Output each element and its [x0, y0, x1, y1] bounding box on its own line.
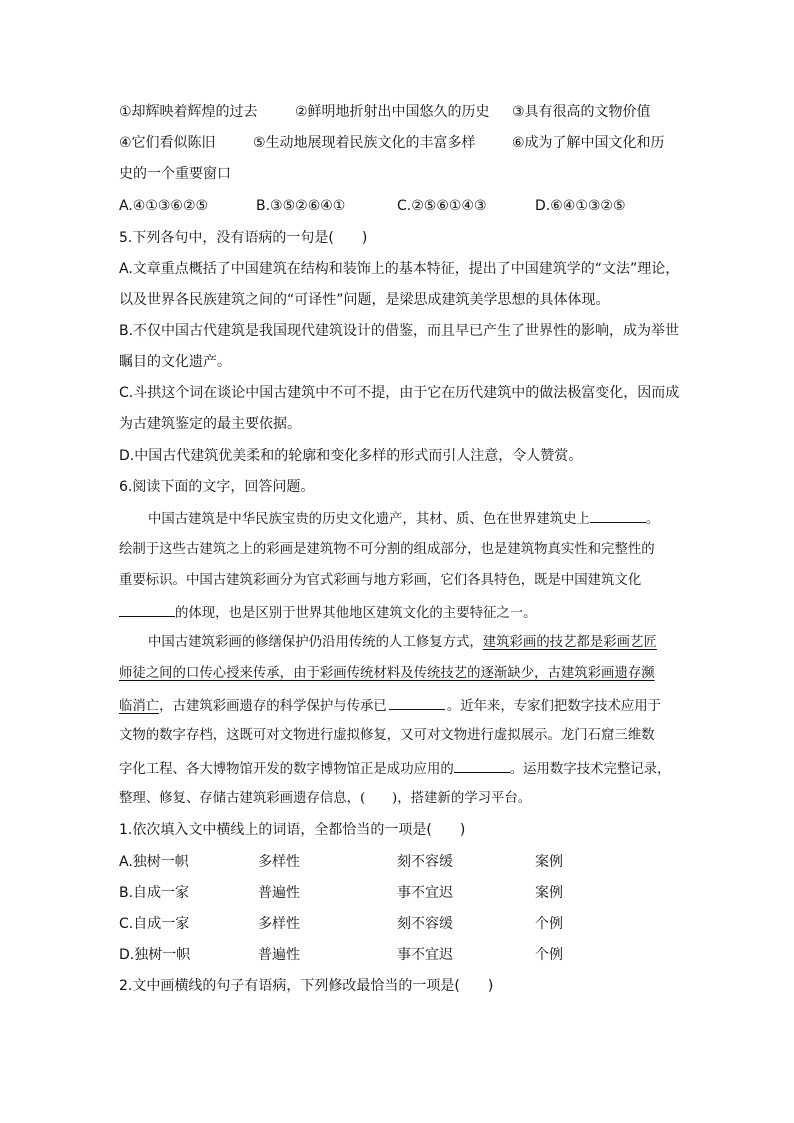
sub1-row-a-col2: 多样性 — [258, 854, 300, 870]
subquestion-1-stem: 1.依次填入文中横线上的词语，全都恰当的一项是( ) — [119, 822, 466, 838]
option-1: ①却辉映着辉煌的过去 — [119, 104, 258, 120]
answer-c: C.②⑤⑥①④③ — [397, 198, 487, 214]
passage-p2-line2 — [119, 664, 655, 684]
passage-p1-line3: 重要标识。中国古建筑彩画分为官式彩画与地方彩画，它们各具特色，既是中国建筑文化 — [119, 573, 642, 588]
sub1-row-c-col1: C.自成一家 — [119, 916, 190, 932]
sub1-row-d-col2: 普遍性 — [258, 947, 300, 963]
underlined-sentence-end: 临消亡 — [119, 699, 160, 714]
option-6: ⑥成为了解中国文化和历 — [512, 135, 665, 151]
question-5-stem: 5.下列各句中，没有语病的一句是( ) — [119, 230, 368, 246]
q5-option-c-line2: 为古建筑鉴定的最主要依据。 — [119, 416, 301, 432]
answer-a: A.④①③⑥②⑤ — [119, 198, 209, 214]
passage-p2-line5: 字化工程、各大博物馆开发的数字博物馆正是成功应用的 。运用数字技术完整记录， — [119, 758, 670, 780]
question-6-stem: 6.阅读下面的文字，回答问题。 — [119, 479, 315, 495]
passage-p1-line1: 中国古建筑是中华民族宝贵的历史文化遗产，其材、质、色在世界建筑史上 。 — [148, 508, 659, 530]
sub1-row-c-col4: 个例 — [535, 916, 563, 932]
passage-p1-line2: 绘制于这些古建筑之上的彩画是建筑物不可分割的组成部分，也是建筑物真实性和完整性的 — [119, 542, 655, 557]
fill-blank-3 — [389, 695, 445, 710]
q5-option-a-line2: 以及世界各民族建筑之间的“可译性”问题，是梁思成建筑美学思想的具体体现。 — [119, 292, 610, 308]
sub1-row-c-col2: 多样性 — [258, 916, 300, 932]
passage-p1-line4: 的体现，也是区别于世界其他地区建筑文化的主要特征之一。 — [119, 602, 537, 624]
underlined-sentence: 建筑彩画的技艺都是彩画艺匠 — [482, 635, 657, 650]
sub1-row-d-col3: 事不宜迟 — [397, 947, 453, 963]
q5-option-d: D.中国古代建筑优美柔和的轮廓和变化多样的形式而引人注意，令人赞赏。 — [119, 448, 583, 464]
sub1-row-a-col3: 刻不容缓 — [397, 854, 453, 870]
sub1-row-b-col3: 事不宜迟 — [397, 885, 453, 901]
sub1-row-b-col4: 案例 — [535, 885, 563, 901]
fill-blank-2 — [119, 602, 175, 617]
passage-p2-line1: 中国古建筑彩画的修缮保护仍沿用传统的人工修复方式，建筑彩画的技艺都是彩画艺匠 — [148, 635, 657, 650]
sub1-row-d-col4: 个例 — [535, 947, 563, 963]
underlined-sentence-cont: 师徒之间的口传心授来传承，由于彩画传统材料及传统技艺的逐渐缺少，古建筑彩画遗存濒 — [119, 666, 655, 681]
sub1-row-b-col2: 普遍性 — [258, 885, 300, 901]
option-6-continued: 史的一个重要窗口 — [119, 166, 231, 182]
option-4: ④它们看似陈旧 — [119, 135, 216, 151]
answer-d: D.⑥④①③②⑤ — [535, 198, 626, 214]
sub1-row-a-col4: 案例 — [535, 854, 563, 870]
sub1-row-d-col1: D.独树一帜 — [119, 947, 191, 963]
sub1-row-a-col1: A.独树一帜 — [119, 854, 189, 870]
fill-blank-4 — [454, 758, 510, 773]
passage-p2-line3: 临消亡，古建筑彩画遗存的科学保护与传承已 。近年来，专家们把数字技术应用于 — [119, 695, 661, 717]
fill-blank-1 — [590, 508, 646, 523]
passage-p2-line6: 整理、修复、存储古建筑彩画遗存信息，( )，搭建新的学习平台。 — [119, 791, 532, 806]
answer-b: B.③⑤②⑥④① — [256, 198, 346, 214]
q5-option-a-line1: A.文章重点概括了中国建筑在结构和装饰上的基本特征，提出了中国建筑学的“文法”理论， — [119, 261, 680, 277]
sub1-row-c-col3: 刻不容缓 — [397, 916, 453, 932]
q5-option-b-line2: 瞩目的文化遗产。 — [119, 354, 231, 370]
q5-option-c-line1: C.斗拱这个词在谈论中国古建筑中不可不提，由于它在历代建筑中的做法极富变化，因而成 — [119, 385, 680, 401]
sub1-row-b-col1: B.自成一家 — [119, 885, 190, 901]
subquestion-2-stem: 2.文中画横线的句子有语病，下列修改最恰当的一项是( ) — [119, 978, 494, 994]
option-2: ②鲜明地折射出中国悠久的历史 — [295, 104, 490, 120]
passage-p2-line4: 文物的数字存档，这既可对文物进行虚拟修复，又可对文物进行虚拟展示。龙门石窟三维数 — [119, 728, 655, 743]
option-5: ⑤生动地展现着民族文化的丰富多样 — [253, 135, 476, 151]
option-3: ③具有很高的文物价值 — [512, 104, 651, 120]
q5-option-b-line1: B.不仅中国古代建筑是我国现代建筑设计的借鉴，而且早已产生了世界性的影响，成为举世 — [119, 323, 680, 339]
